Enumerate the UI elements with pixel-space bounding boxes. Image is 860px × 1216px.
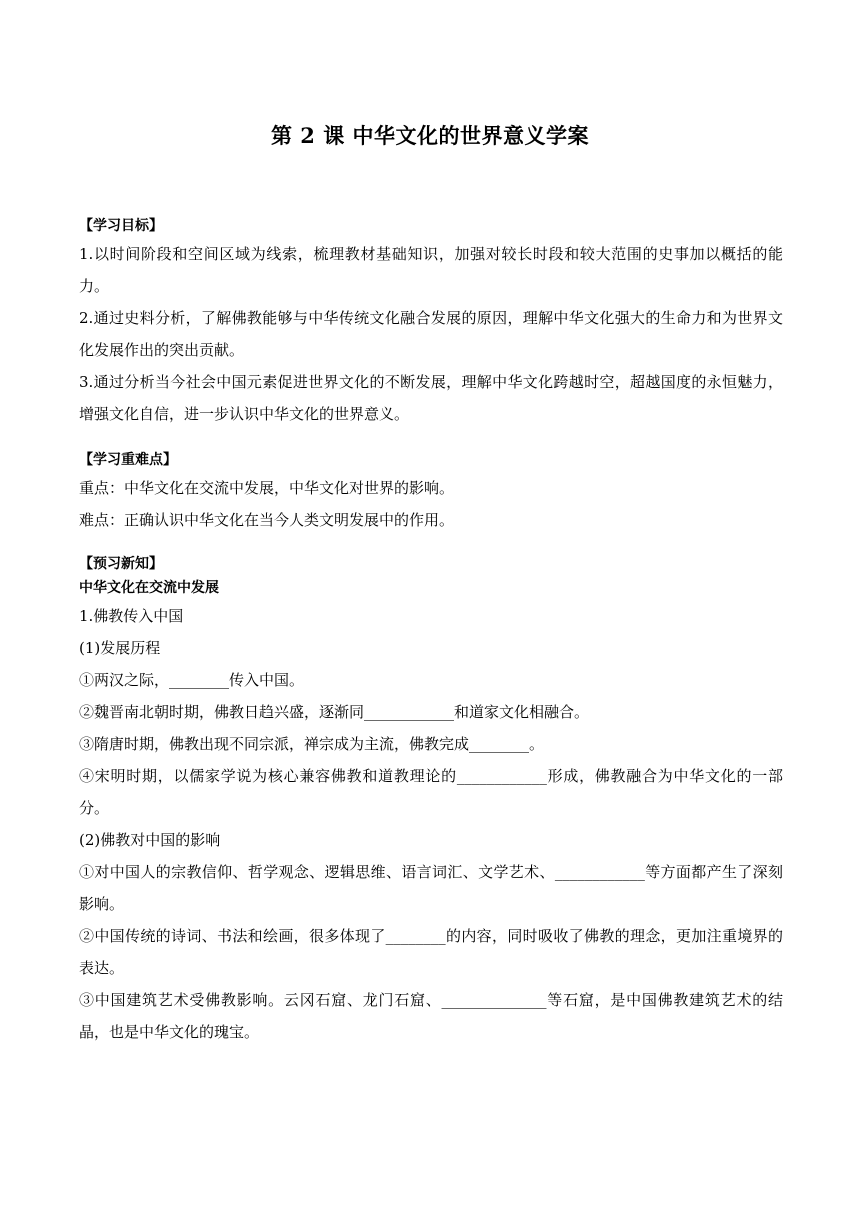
preview-line: (2)佛教对中国的影响 [79,831,221,849]
preview-subheading: 中华文化在交流中发展 [79,580,219,596]
fill-in-blank-line: ②魏晋南北朝时期，佛教日趋兴盛，逐渐同____________和道家文化相融合。 [79,703,590,721]
objective-item: 3.通过分析当今社会中国元素促进世界文化的不断发展，理解中华文化跨越时空，超越国度的永恒魅力，增强文化自信，进一步认识中华文化的世界意义。 [79,373,783,423]
learning-objectives-heading: 【学习目标】 [79,218,163,234]
fill-in-blank-line: ③隋唐时期，佛教出现不同宗派，禅宗成为主流，佛教完成________。 [79,735,545,753]
objective-item: 2.通过史料分析，了解佛教能够与中华传统文化融合发展的原因，理解中华文化强大的生命力和为世界文化发展作出的突出贡献。 [79,309,783,359]
key-point-difficulty: 难点：正确认识中华文化在当今人类文明发展中的作用。 [79,511,455,529]
key-points-section [79,448,783,536]
key-points-heading: 【学习重难点】 [79,452,177,468]
fill-in-blank-line: ③中国建筑艺术受佛教影响。云冈石窟、龙门石窟、______________等石窟，是中国佛教建筑艺术的结晶，也是中华文化的瑰宝。 [79,991,783,1041]
preview-section [79,552,783,1048]
fill-in-blank-line: ④宋明时期，以儒家学说为核心兼容佛教和道教理论的____________形成，佛教融合为中华文化的一部分。 [79,767,783,817]
fill-in-blank-line: ①对中国人的宗教信仰、哲学观念、逻辑思维、语言词汇、文学艺术、____________等方面都产生了深刻影响。 [79,863,783,913]
fill-in-blank-line: ②中国传统的诗词、书法和绘画，很多体现了________的内容，同时吸收了佛教的理念，更加注重境界的表达。 [79,927,783,977]
preview-line: 1.佛教传入中国 [79,607,184,625]
key-point-focus: 重点：中华文化在交流中发展，中华文化对世界的影响。 [79,479,455,497]
page-title: 第 2 课 中华文化的世界意义学案 [270,123,590,148]
fill-in-blank-line: ①两汉之际，________传入中国。 [79,671,305,689]
objective-item: 1.以时间阶段和空间区域为线索，梳理教材基础知识，加强对较长时段和较大范围的史事加以概括的能力。 [79,245,783,295]
document-body [79,214,783,1048]
learning-objectives-section [79,214,783,430]
preview-line: (1)发展历程 [79,639,161,657]
preview-heading: 【预习新知】 [79,556,163,572]
